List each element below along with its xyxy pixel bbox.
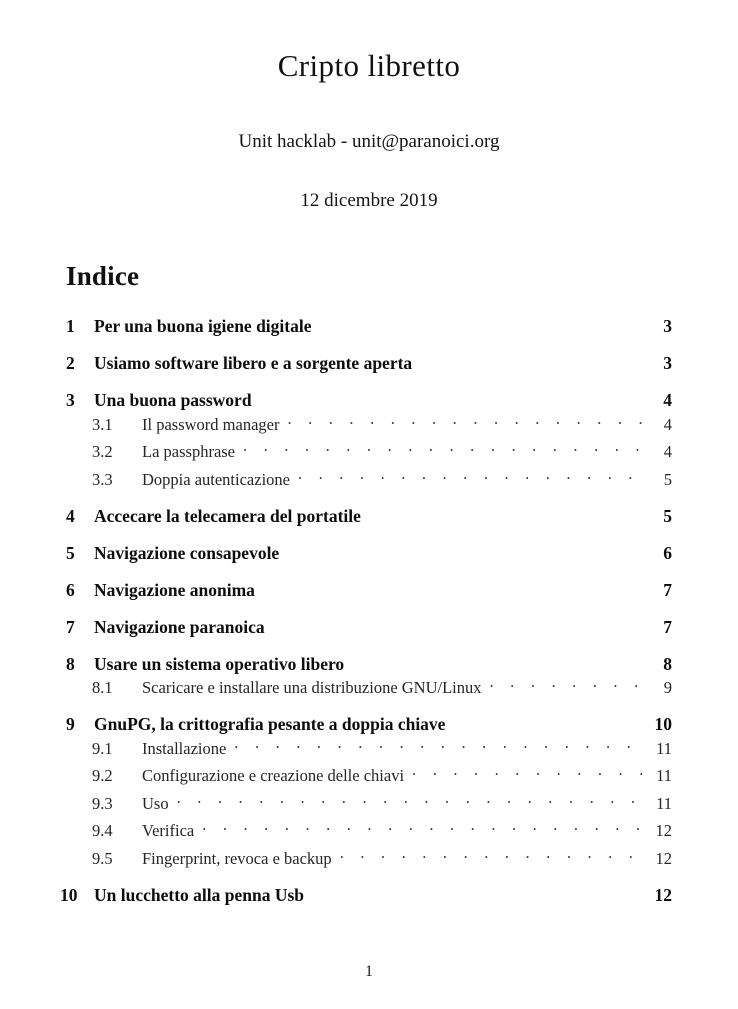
toc-entry-number: 9.2: [92, 766, 113, 785]
toc-entry-number: 4: [66, 505, 75, 526]
document-title: Cripto libretto: [277, 48, 461, 83]
toc-entry-title: Navigazione consapevole: [94, 542, 280, 563]
table-of-contents: [60, 316, 672, 906]
toc-entry-title: Configurazione e creazione delle chiavi: [142, 766, 405, 785]
toc-entry-number: 10: [60, 884, 78, 905]
toc-entry-number: 9.1: [92, 738, 113, 758]
toc-entry[interactable]: [66, 765, 672, 787]
toc-entry-title: Navigazione anonima: [94, 579, 255, 600]
toc-entry-number: 3.2: [92, 442, 113, 461]
toc-heading: Indice: [66, 261, 140, 291]
toc-entry-title: Accecare la telecamera del portatile: [94, 505, 361, 526]
toc-entry[interactable]: [66, 654, 672, 675]
toc-entry-number: 9.4: [92, 821, 113, 840]
toc-entry-page-number: 4: [663, 390, 672, 410]
toc-entry-number: 9.3: [92, 793, 113, 813]
toc-entry[interactable]: [66, 820, 672, 842]
toc-entry[interactable]: [66, 677, 672, 699]
toc-entry-page-number: 4: [663, 414, 672, 434]
toc-entry[interactable]: [66, 413, 672, 435]
toc-dot-leader: [490, 677, 644, 694]
toc-entry[interactable]: [66, 353, 672, 374]
toc-entry-page-number: 11: [656, 793, 672, 813]
toc-entry-title: Doppia autenticazione: [142, 469, 290, 489]
toc-entry-title: La passphrase: [142, 442, 236, 461]
toc-entry-title: Un lucchetto alla penna Usb: [94, 884, 305, 905]
toc-entry-title: Navigazione paranoica: [94, 616, 265, 637]
toc-entry-page-number: 12: [655, 848, 672, 868]
document-date: 12 dicembre 2019: [300, 190, 438, 211]
toc-entry-page-number: 8: [663, 653, 672, 674]
toc-dot-leader: [287, 413, 644, 430]
toc-entry-page-number: 9: [663, 678, 672, 697]
toc-entry[interactable]: [66, 543, 672, 564]
toc-entry-page-number: 11: [656, 738, 672, 758]
toc-entry-number: 3.3: [92, 469, 113, 489]
toc-entry-page-number: 7: [663, 616, 672, 637]
toc-entry-page-number: 5: [663, 469, 672, 489]
toc-entry[interactable]: [66, 468, 672, 490]
toc-entry-page-number: 5: [663, 505, 672, 526]
toc-entry-page-number: 12: [655, 821, 672, 840]
toc-dot-leader: [340, 847, 644, 864]
toc-entry-number: 9.5: [92, 848, 113, 868]
toc-entry-title: Il password manager: [142, 414, 280, 434]
toc-entry-page-number: 6: [663, 542, 672, 563]
toc-entry[interactable]: [66, 441, 672, 463]
toc-dot-leader: [298, 468, 644, 485]
toc-entry-page-number: 4: [663, 442, 672, 461]
toc-entry-title: Installazione: [142, 738, 227, 758]
toc-entry[interactable]: [66, 506, 672, 527]
toc-entry[interactable]: [66, 316, 672, 337]
toc-entry[interactable]: [66, 580, 672, 601]
toc-entry-number: 5: [66, 542, 75, 563]
toc-entry[interactable]: [66, 390, 672, 411]
toc-entry-number: 8: [66, 653, 75, 674]
toc-entry-number: 9: [66, 714, 75, 734]
page-folio: 1: [365, 963, 373, 980]
toc-dot-leader: [202, 820, 644, 837]
toc-entry-number: 6: [66, 579, 75, 600]
toc-dot-leader: [412, 765, 644, 782]
toc-entry[interactable]: [66, 737, 672, 759]
toc-entry-page-number: 11: [656, 766, 672, 785]
toc-entry[interactable]: [66, 847, 672, 869]
toc-entry-title: Scaricare e installare una distribuzione GNU/Linux: [142, 678, 482, 697]
toc-entry-title: Una buona password: [94, 390, 252, 410]
toc-entry-title: Uso: [142, 793, 169, 813]
toc-entry-number: 1: [66, 316, 75, 336]
toc-entry-page-number: 7: [663, 579, 672, 600]
toc-entry[interactable]: [66, 714, 672, 735]
toc-dot-leader: [234, 737, 644, 754]
toc-entry-page-number: 3: [663, 353, 672, 373]
toc-entry-page-number: 12: [654, 884, 672, 905]
toc-entry[interactable]: [66, 792, 672, 814]
toc-entry-page-number: 10: [654, 714, 672, 734]
toc-entry-title: GnuPG, la crittografia pesante a doppia chiave: [94, 714, 446, 734]
toc-dot-leader: [243, 441, 644, 458]
toc-entry-number: 8.1: [92, 678, 113, 697]
toc-entry-number: 7: [66, 616, 75, 637]
toc-dot-leader: [177, 792, 644, 809]
toc-entry-title: Per una buona igiene digitale: [94, 316, 312, 336]
toc-entry-title: Verifica: [142, 821, 195, 840]
toc-entry-title: Usare un sistema operativo libero: [94, 653, 345, 674]
toc-entry-title: Usiamo software libero e a sorgente aperta: [94, 353, 413, 373]
toc-entry-number: 3.1: [92, 414, 113, 434]
toc-entry[interactable]: [66, 617, 672, 638]
document-author: Unit hacklab - unit@paranoici.org: [238, 131, 500, 152]
toc-entry-title: Fingerprint, revoca e backup: [142, 848, 332, 868]
toc-entry[interactable]: [60, 884, 672, 906]
toc-entry-number: 2: [66, 353, 75, 373]
toc-entry-number: 3: [66, 390, 75, 410]
toc-entry-page-number: 3: [663, 316, 672, 336]
